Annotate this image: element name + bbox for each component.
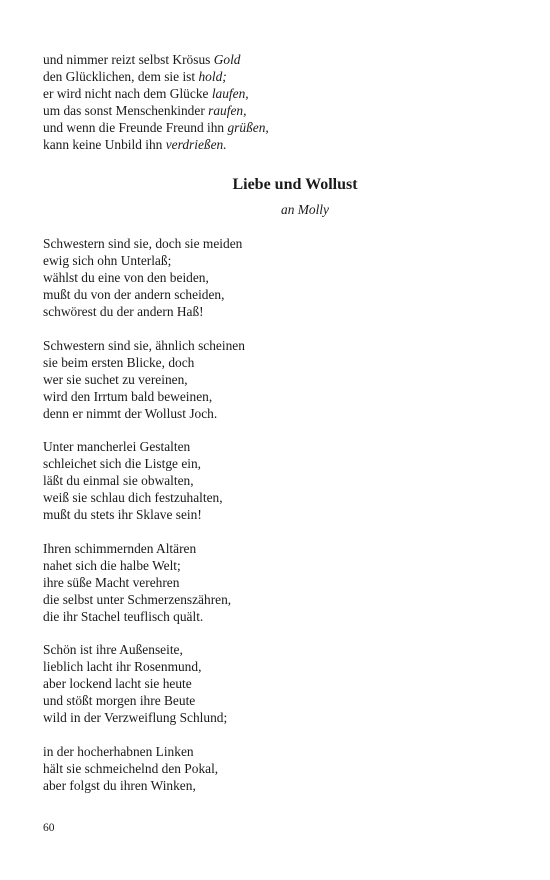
verse-line: schleichet sich die Listge ein, xyxy=(43,455,202,471)
verse-line: aber folgst du ihren Winken, xyxy=(43,777,196,793)
verse-line: aber lockend lacht sie heute xyxy=(43,675,192,691)
verse-line: mußt du stets ihr Sklave sein! xyxy=(43,506,202,522)
verse-line xyxy=(43,137,513,154)
verse-line: weiß sie schlau dich festzuhalten, xyxy=(43,489,223,505)
verse-line xyxy=(43,120,513,137)
verse-line: nahet sich die halbe Welt; xyxy=(43,557,181,573)
verse-line: schwörest du der andern Haß! xyxy=(43,303,204,319)
stanza xyxy=(43,236,513,321)
verse-line: wer sie suchet zu vereinen, xyxy=(43,371,188,387)
verse-line: Schwestern sind sie, doch sie meiden xyxy=(43,236,243,251)
verse-line: Unter mancherlei Gestalten xyxy=(43,439,191,454)
verse-line xyxy=(43,69,513,86)
verse-rhyme-word: verdrießen. xyxy=(165,136,227,152)
stanza xyxy=(43,642,513,727)
verse-line: und stößt morgen ihre Beute xyxy=(43,692,196,708)
verse-text: und wenn die Freunde Freund ihn xyxy=(43,119,228,135)
verse-line: wird den Irrtum bald beweinen, xyxy=(43,388,213,404)
page-number: 60 xyxy=(43,822,55,834)
verse-line xyxy=(43,103,513,120)
verse-text: und nimmer reizt selbst Krösus xyxy=(43,52,214,67)
verse-rhyme-word: Gold xyxy=(213,52,241,67)
verse-line: mußt du von der andern scheiden, xyxy=(43,286,225,302)
verse-line: lieblich lacht ihr Rosenmund, xyxy=(43,658,202,674)
verse-line xyxy=(43,52,513,69)
verse-line: läßt du einmal sie obwalten, xyxy=(43,472,194,488)
verse-line: denn er nimmt der Wollust Joch. xyxy=(43,405,218,421)
verse-line: sie beim ersten Blicke, doch xyxy=(43,354,195,370)
verse-line: Schön ist ihre Außenseite, xyxy=(43,642,183,657)
poem-dedication: an Molly xyxy=(281,202,329,217)
verse-rhyme-word: laufen, xyxy=(211,85,249,101)
verse-line: wählst du eine von den beiden, xyxy=(43,269,209,285)
verse-line: wild in der Verzweiflung Schlund; xyxy=(43,709,228,725)
verse-line: Schwestern sind sie, ähnlich scheinen xyxy=(43,338,245,353)
verse-line xyxy=(43,86,513,103)
verse-line: die ihr Stachel teuflisch quält. xyxy=(43,608,204,624)
verse-line: Ihren schimmernden Altären xyxy=(43,541,197,556)
stanza xyxy=(43,338,513,423)
poem-title: Liebe und Wollust xyxy=(232,176,358,193)
verse-line: hält sie schmeichelnd den Pokal, xyxy=(43,760,219,776)
verse-rhyme-word: hold; xyxy=(198,68,227,84)
stanza xyxy=(43,541,513,626)
preceding-stanza xyxy=(43,52,513,153)
verse-rhyme-word: raufen, xyxy=(208,102,247,118)
verse-line: in der hocherhabnen Linken xyxy=(43,744,194,759)
verse-line: die selbst unter Schmerzenszähren, xyxy=(43,591,232,607)
verse-rhyme-word: grüßen, xyxy=(227,119,269,135)
verse-text: kann keine Unbild ihn xyxy=(43,136,166,152)
verse-text: er wird nicht nach dem Glücke xyxy=(43,85,212,101)
verse-text: um das sonst Menschenkinder xyxy=(43,102,209,118)
verse-line: ewig sich ohn Unterlaß; xyxy=(43,252,172,268)
stanza xyxy=(43,439,513,524)
verse-line: ihre süße Macht verehren xyxy=(43,574,180,590)
verse-text: den Glücklichen, dem sie ist xyxy=(43,68,199,84)
stanza xyxy=(43,744,513,795)
